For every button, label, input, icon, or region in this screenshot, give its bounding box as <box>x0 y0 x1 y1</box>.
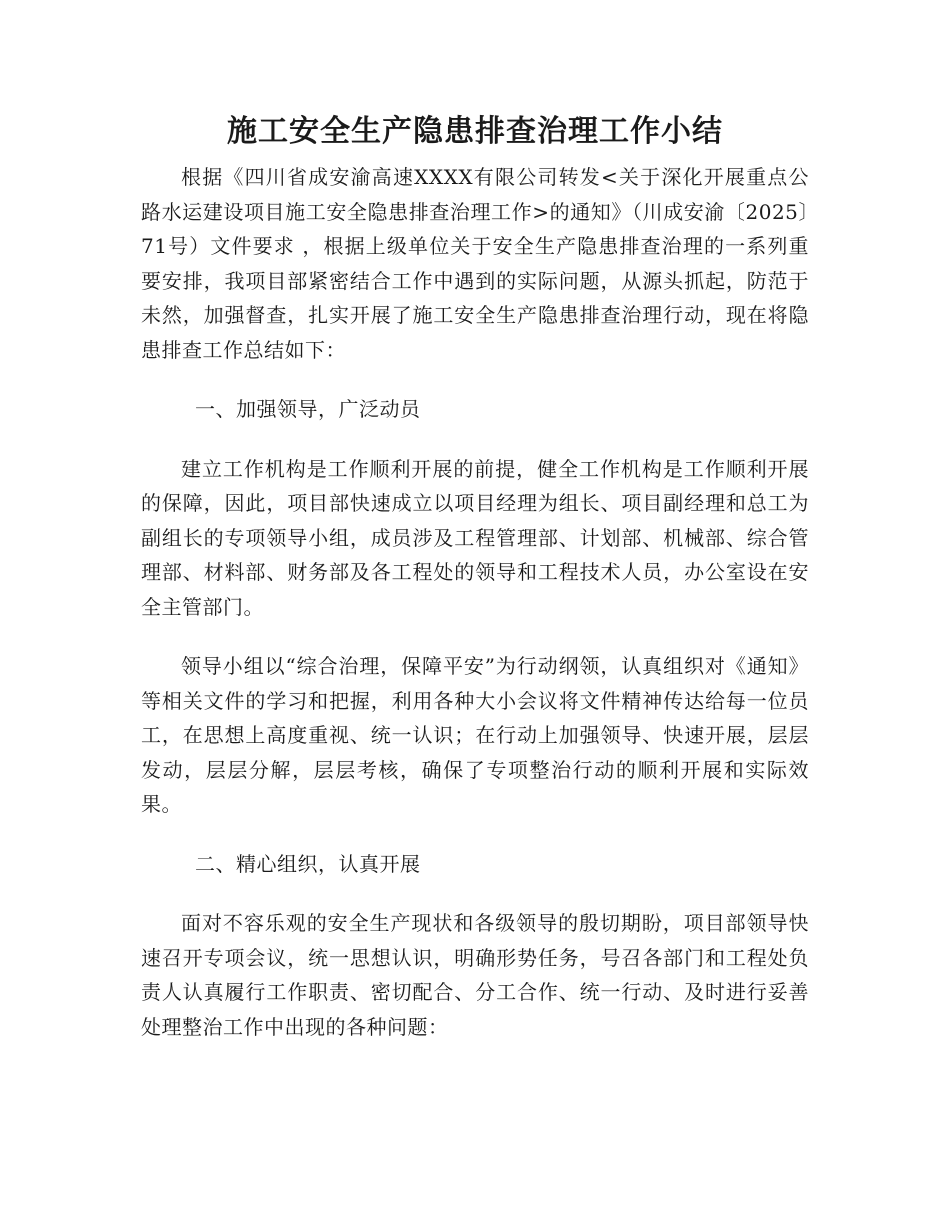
spacer <box>141 427 809 452</box>
section-2-paragraph-1: 面对不容乐观的安全生产现状和各级领导的殷切期盼，项目部领导快速召开专项会议，统一思想认识，明确形势任务，号召各部门和工程处负责人认真履行工作职责、密切配合、分工合作、统一行动、及时进行妥善处理整治工作中出现的各种问题： <box>141 911 809 1039</box>
intro-paragraph: 根据《四川省成安渝高速XXXX有限公司转发<关于深化开展重点公路水运建设项目施工安全隐患排查治理工作>的通知》（川成安渝〔2025〕71号）文件要求 ，根据上级单位关于安全生产隐患排查治理的一系列重要安排，我项目部紧密结合工作中遇到的实际问题，从源头抓起，防范于未然，加强督查，扎实开展了施工安全生产隐患排查治理行动，现在将隐患排查工作总结如下： <box>141 165 809 362</box>
document-title: 施工安全生产隐患排查治理工作小结 <box>227 114 723 149</box>
spacer <box>141 881 809 906</box>
section-1-paragraph-1: 建立工作机构是工作顺利开展的前提，健全工作机构是工作顺利开展的保障，因此，项目部快速成立以项目经理为组长、项目副经理和总工为副组长的专项领导小组，成员涉及工程管理部、计划部、机械部、综合管理部、材料部、财务部及各工程处的领导和工程技术人员，办公室设在安全主管部门。 <box>141 456 809 619</box>
spacer <box>141 624 809 649</box>
spacer <box>141 822 809 847</box>
section-heading-1: 一、加强领导，广泛动员 <box>195 397 421 421</box>
section-heading-2: 二、精心组织，认真开展 <box>195 851 421 876</box>
section-1-paragraph-2: 领导小组以“综合治理，保障平安”为行动纲领，认真组织对《通知》等相关文件的学习和把握，利用各种大小会议将文件精神传达给每一位员工，在思想上高度重视、统一认识；在行动上加强领导、快速开展，层层发动，层层分解，层层考核，确保了专项整治行动的顺利开展和实际效果。 <box>141 654 809 816</box>
spacer <box>141 367 809 392</box>
document-page <box>141 112 809 1044</box>
